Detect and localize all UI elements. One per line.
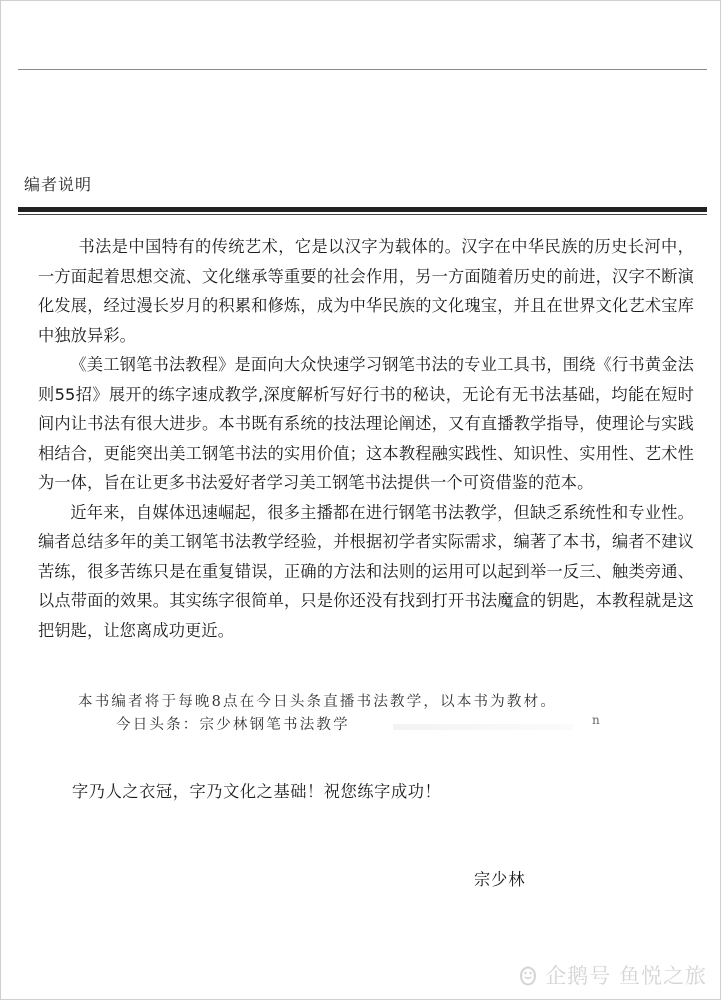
note-line-2-tail: n — [592, 713, 602, 727]
title-thin-rule — [18, 214, 707, 215]
watermark — [517, 960, 707, 990]
title-thick-rule — [18, 207, 707, 212]
watermark-text: 企鹅号 鱼悦之旅 — [545, 964, 707, 988]
paragraph-1: 书法是中国特有的传统艺术，它是以汉字为载体的。汉字在中华民族的历史长河中，一方面起着思想交流、文化继承等重要的社会作用，另一方面随着历史的前进，汉字不断演化发展，经过漫长岁月的积累和修炼，成为中华民族的文化瑰宝，并且在世界文化艺术宝库中独放异彩。 — [38, 237, 694, 345]
header-rule — [18, 69, 707, 70]
paragraph-3: 近年来，自媒体迅速崛起，很多主播都在进行钢笔书法教学，但缺乏系统性和专业性。编者总结多年的美工钢笔书法教学经验，并根据初学者实际需求，编著了本书，编者不建议苦练，很多苦练只是在重复错误，正确的方法和法则的运用可以起到举一反三、触类旁通、以点带面的效果。其实练字很简单，只是你还没有找到打开书法魔盒的钥匙，本教程就是这把钥匙，让您离成功更近。 — [38, 502, 694, 640]
motto: 字乃人之衣冠，字乃文化之基础！祝您练字成功！ — [72, 782, 442, 801]
section-title: 编者说明 — [24, 175, 93, 194]
paragraph-2: 《美工钢笔书法教程》是面向大众快速学习钢笔书法的专业工具书，围绕《行书黄金法则55招》展开的练字速成教学,深度解析写好行书的秘诀，无论有无书法基础，均能在短时间内让书法有很大进步。本书既有系统的技法理论阐述，又有直播教学指导，使理论与实践相结合，更能突出美工钢笔书法的实用价值；这本教程融实践性、知识性、实用性、艺术性为一体，旨在让更多书法爱好者学习美工钢笔书法提供一个可资借鉴的范本。 — [38, 355, 694, 492]
note-erased-mark — [393, 724, 573, 730]
author-signature: 宗少林 — [474, 870, 526, 889]
note-line-2: 今日头条：宗少林钢笔书法教学 — [116, 717, 350, 733]
body-text — [38, 232, 694, 645]
note-line-1: 本书编者将于每晚8点在今日头条直播书法教学，以本书为教材。 — [78, 694, 558, 710]
penguin-logo-icon — [517, 964, 539, 986]
